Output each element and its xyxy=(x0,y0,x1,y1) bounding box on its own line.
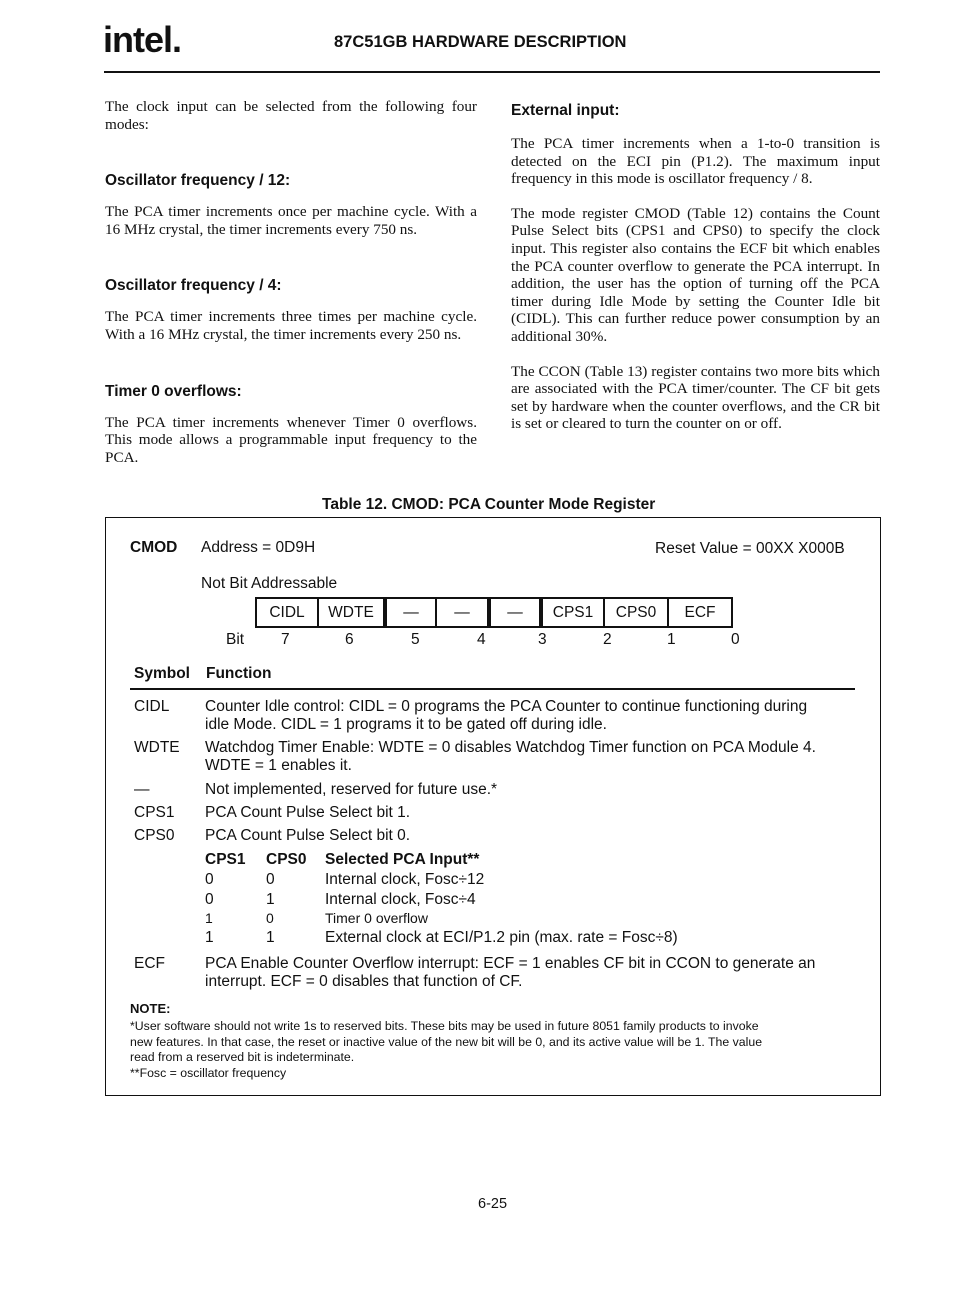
register-name: CMOD xyxy=(130,539,178,556)
page-header-title: 87C51GB HARDWARE DESCRIPTION xyxy=(334,33,627,51)
header-rule xyxy=(104,71,880,73)
subtable-cell: 0 xyxy=(205,891,214,908)
note-line: **Fosc = oscillator frequency xyxy=(130,1066,287,1080)
function-wdte-line1: Watchdog Timer Enable: WDTE = 0 disables Watchdog Timer function on PCA Module 4. xyxy=(205,739,816,756)
subtable-cell: Internal clock, Fosc÷4 xyxy=(325,891,476,908)
section-body-timer0: The PCA timer increments whenever Timer 0 overflows. This mode allows a programmable input frequency to the PCA. xyxy=(105,413,477,466)
subtable-cell: Timer 0 overflow xyxy=(325,910,428,926)
function-cidl-line2: idle Mode. CIDL = 1 programs it to be gated off during idle. xyxy=(205,716,607,733)
bit-cell-3: — xyxy=(489,599,541,626)
note-label: NOTE: xyxy=(130,1001,171,1016)
section-heading-timer0: Timer 0 overflows: xyxy=(105,382,242,400)
left-column xyxy=(105,98,477,466)
section-heading-osc4: Oscillator frequency / 4: xyxy=(105,277,282,295)
section-body-osc12: The PCA timer increments once per machine cycle. With a 16 MHz crystal, the timer increments every 750 ns. xyxy=(105,203,477,238)
note-line: read from a reserved bit is indeterminate. xyxy=(130,1050,355,1064)
section-body-osc4: The PCA timer increments three times per machine cycle. With a 16 MHz crystal, the timer increments every 250 ns. xyxy=(105,308,477,343)
subtable-header-input: Selected PCA Input** xyxy=(325,851,480,868)
bit-cell-0: ECF xyxy=(684,604,716,621)
subtable-cell: External clock at ECI/P1.2 pin (max. rate = Fosc÷8) xyxy=(325,929,678,946)
bit-number: 0 xyxy=(731,631,740,648)
symbol-reserved: — xyxy=(134,781,150,798)
function-cps0: PCA Count Pulse Select bit 0. xyxy=(205,827,411,844)
subtable-cell: 0 xyxy=(266,910,274,926)
bit-number: 3 xyxy=(538,631,547,648)
note-line: *User software should not write 1s to reserved bits. These bits may be used in future 8051 family products to invoke xyxy=(130,1019,759,1033)
page-number: 6-25 xyxy=(478,1196,508,1212)
subtable-cell: 1 xyxy=(205,929,214,946)
bit-cell-4: — xyxy=(437,599,489,626)
subtable-cell: 0 xyxy=(266,871,275,888)
bit-cell-2: CPS1 xyxy=(541,599,605,626)
external-paragraph-1: The PCA timer increments when a 1-to-0 transition is detected on the ECI pin (P1.2). The maximum input frequency in this mode is oscillator frequency / 8. xyxy=(511,135,880,188)
note-line: new features. In that case, the reset or inactive value of the new bit will be 0, and its active value will be 1. The value xyxy=(130,1035,763,1049)
column-header-function: Function xyxy=(206,665,272,682)
intel-logo: intel. xyxy=(103,19,182,60)
symbol-cps1: CPS1 xyxy=(134,804,175,821)
subtable-header-cps0: CPS0 xyxy=(266,851,307,868)
bit-number: 4 xyxy=(477,631,486,648)
symbol-cps0: CPS0 xyxy=(134,827,175,844)
register-reset-value: Reset Value = 00XX X000B xyxy=(655,540,845,557)
symbol-wdte: WDTE xyxy=(134,739,180,756)
external-paragraph-2: The mode register CMOD (Table 12) contains the Count Pulse Select bits (CPS1 and CPS0) to specify the clock input. This register also contains the ECF bit which enables the PCA counter overflow to generate the PCA interrupt. In addition, the user has the option of turning off the PCA timer during Idle Mode by setting the Counter Idle bit (CIDL). This can further reduce power consumption by an additional 30%. xyxy=(511,204,880,345)
bit-number: 7 xyxy=(281,631,290,648)
header-underline xyxy=(130,688,855,690)
bit-label: Bit xyxy=(226,631,245,648)
subtable-header-cps1: CPS1 xyxy=(205,851,246,868)
subtable-cell: 1 xyxy=(266,891,275,908)
table-caption: Table 12. CMOD: PCA Counter Mode Register xyxy=(322,496,656,513)
external-paragraph-3: The CCON (Table 13) register contains two more bits which are associated with the PCA timer/counter. The CF bit gets set by hardware when the counter overflows, and the CR bit is set or cleared to turn the counter on or off. xyxy=(511,362,880,433)
bit-number: 2 xyxy=(603,631,612,648)
bit-number: 6 xyxy=(345,631,354,648)
symbol-ecf: ECF xyxy=(134,955,165,972)
subtable-cell: Internal clock, Fosc÷12 xyxy=(325,871,485,888)
bit-cell-6: WDTE xyxy=(319,599,385,626)
subtable-cell: 0 xyxy=(205,871,214,888)
register-address: Address = 0D9H xyxy=(201,539,316,556)
function-ecf-line1: PCA Enable Counter Overflow interrupt: ECF = 1 enables CF bit in CCON to generate an xyxy=(205,955,816,972)
function-reserved: Not implemented, reserved for future use.* xyxy=(205,781,498,798)
column-header-symbol: Symbol xyxy=(134,665,190,682)
function-cps1: PCA Count Pulse Select bit 1. xyxy=(205,804,411,821)
section-heading-external: External input: xyxy=(511,102,620,119)
right-column xyxy=(511,102,880,433)
intro-paragraph: The clock input can be selected from the following four modes: xyxy=(105,98,477,133)
symbol-cidl: CIDL xyxy=(134,698,170,715)
bit-addressable-note: Not Bit Addressable xyxy=(201,575,338,592)
bit-number: 1 xyxy=(667,631,676,648)
subtable-cell: 1 xyxy=(205,910,213,926)
section-heading-osc12: Oscillator frequency / 12: xyxy=(105,172,291,190)
bit-number: 5 xyxy=(411,631,420,648)
bit-cell-1: CPS0 xyxy=(605,599,669,626)
function-cidl-line1: Counter Idle control: CIDL = 0 programs the PCA Counter to continue functioning during xyxy=(205,698,808,715)
function-ecf-line2: interrupt. ECF = 0 disables that function of CF. xyxy=(205,973,523,990)
register-bit-diagram xyxy=(255,597,733,628)
bit-cell-5: — xyxy=(385,599,437,626)
subtable-cell: 1 xyxy=(266,929,275,946)
function-wdte-line2: WDTE = 1 enables it. xyxy=(205,757,352,774)
bit-cell-7: CIDL xyxy=(257,599,319,626)
